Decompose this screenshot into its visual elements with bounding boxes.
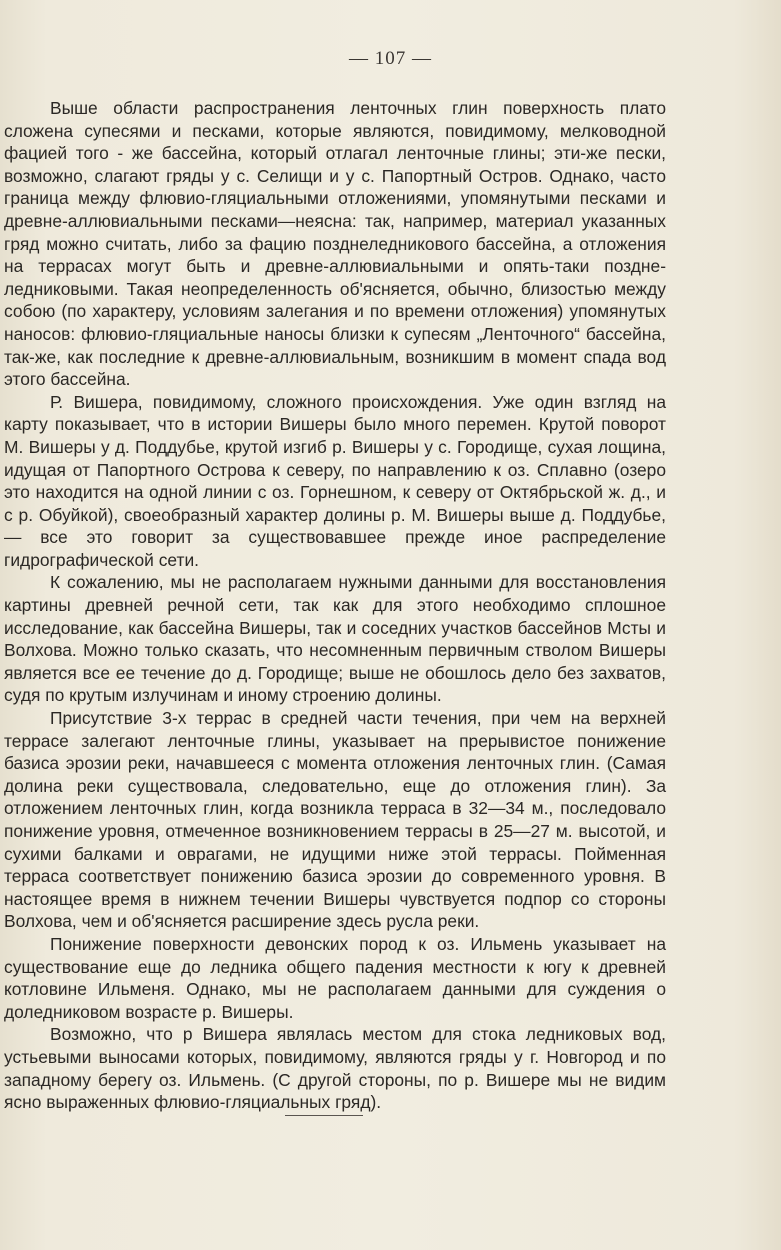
paragraph-devonian-surface: Понижение поверхности девонских пород к оз. Ильмень указывает на существование еще до ледника общего падения местности к югу к древней котловине Ильменя. Однако, мы не располагаем данными для суждения о доледниковом возрасте р. Вишеры. <box>4 933 666 1022</box>
body-text <box>4 97 666 1114</box>
paragraph-ancient-river-network: К сожалению, мы не располагаем нужными данными для восстановления картины древней речной сети, так как для этого необходимо сплошное исследование, как бассейна Вишеры, так и соседних участков бассейнов Мсты и Волхова. Можно только сказать, что несомненным первичным стволом Вишеры является все ее течение до д. Городище; выше не обошлось дело без захватов, судя по крутым излучинам и иному строению долины. <box>4 572 666 706</box>
paragraph-glacial-runoff: Возможно, что р Вишера являлась местом для стока ледниковых вод, устьевыми выносами которых, повидимому, являются гряды у г. Новгород и по западному берегу оз. Ильмень. (С другой стороны, по р. Вишере мы не видим ясно выраженных флювио-гляциальных гряд). <box>4 1024 666 1113</box>
paragraph-upland-deposits: Выше области распространения ленточных глин поверхность плато сложена супесями и песками, которые являются, повидимому, мелководной фацией того - же бассейна, который отлагал ленточные глины; эти-же пески, возможно, слагают гряды у с. Селищи и у с. Папортный Остров. Однако, часто граница между флювио-гляциальными отложениями, упомянутыми песками и древне-аллювиальными песками—неясна: так, например, материал указанных гряд можно считать, либо за фацию позднеледникового бассейна, а отложения на террасах могут быть и древне-аллювиальными и опять-таки поздне-ледниковыми. Такая неопределенность об'ясняется, обычно, близостью между собою (по характеру, условиям залегания и по времени отложения) упомянутых наносов: флювио-гляциальные наносы близки к супесям „Ленточного“ бассейна, так-же, как последние к древне-аллювиальным, возникшим в момент спада вод этого бассейна. <box>4 98 666 390</box>
paragraph-vishera-origin: Р. Вишера, повидимому, сложного происхождения. Уже один взгляд на карту показывает, что в истории Вишеры было много перемен. Крутой поворот М. Вишеры у д. Поддубье, крутой изгиб р. Вишеры у с. Городище, сухая лощина, идущая от Папортного Острова к северу, по направлению к оз. Сплавно (озеро это находится на одной линии с оз. Горнешном, к северу от Октябрьской ж. д., и с р. Обуйкой), своеобразный характер долины р. М. Вишеры выше д. Поддубье,— все это говорит за существовавшее прежде иное распределение гидрографической сети. <box>4 391 666 570</box>
paragraph-terraces: Присутствие 3-х террас в средней части течения, при чем на верхней террасе залегают ленточные глины, указывает на прерывистое понижение базиса эрозии реки, начавшееся с момента отложения ленточных глин. (Самая долина реки существовала, следовательно, еще до отложения глин). За отложением ленточных глин, когда возникла терраса в 32—34 м., последовало понижение уровня, отмеченное возникновением террасы в 25—27 м. высотой, и сухими балками и оврагами, не идущими ниже этой террасы. Пойменная терраса соответствует понижению базиса эрозии до современного уровня. В настоящее время в нижнем течении Вишеры чувствуется подпор со стороны Волхова, чем и об'ясняется расширение здесь русла реки. <box>4 708 666 932</box>
closing-rule <box>285 1115 363 1116</box>
page-number: — 107 — <box>349 48 432 69</box>
